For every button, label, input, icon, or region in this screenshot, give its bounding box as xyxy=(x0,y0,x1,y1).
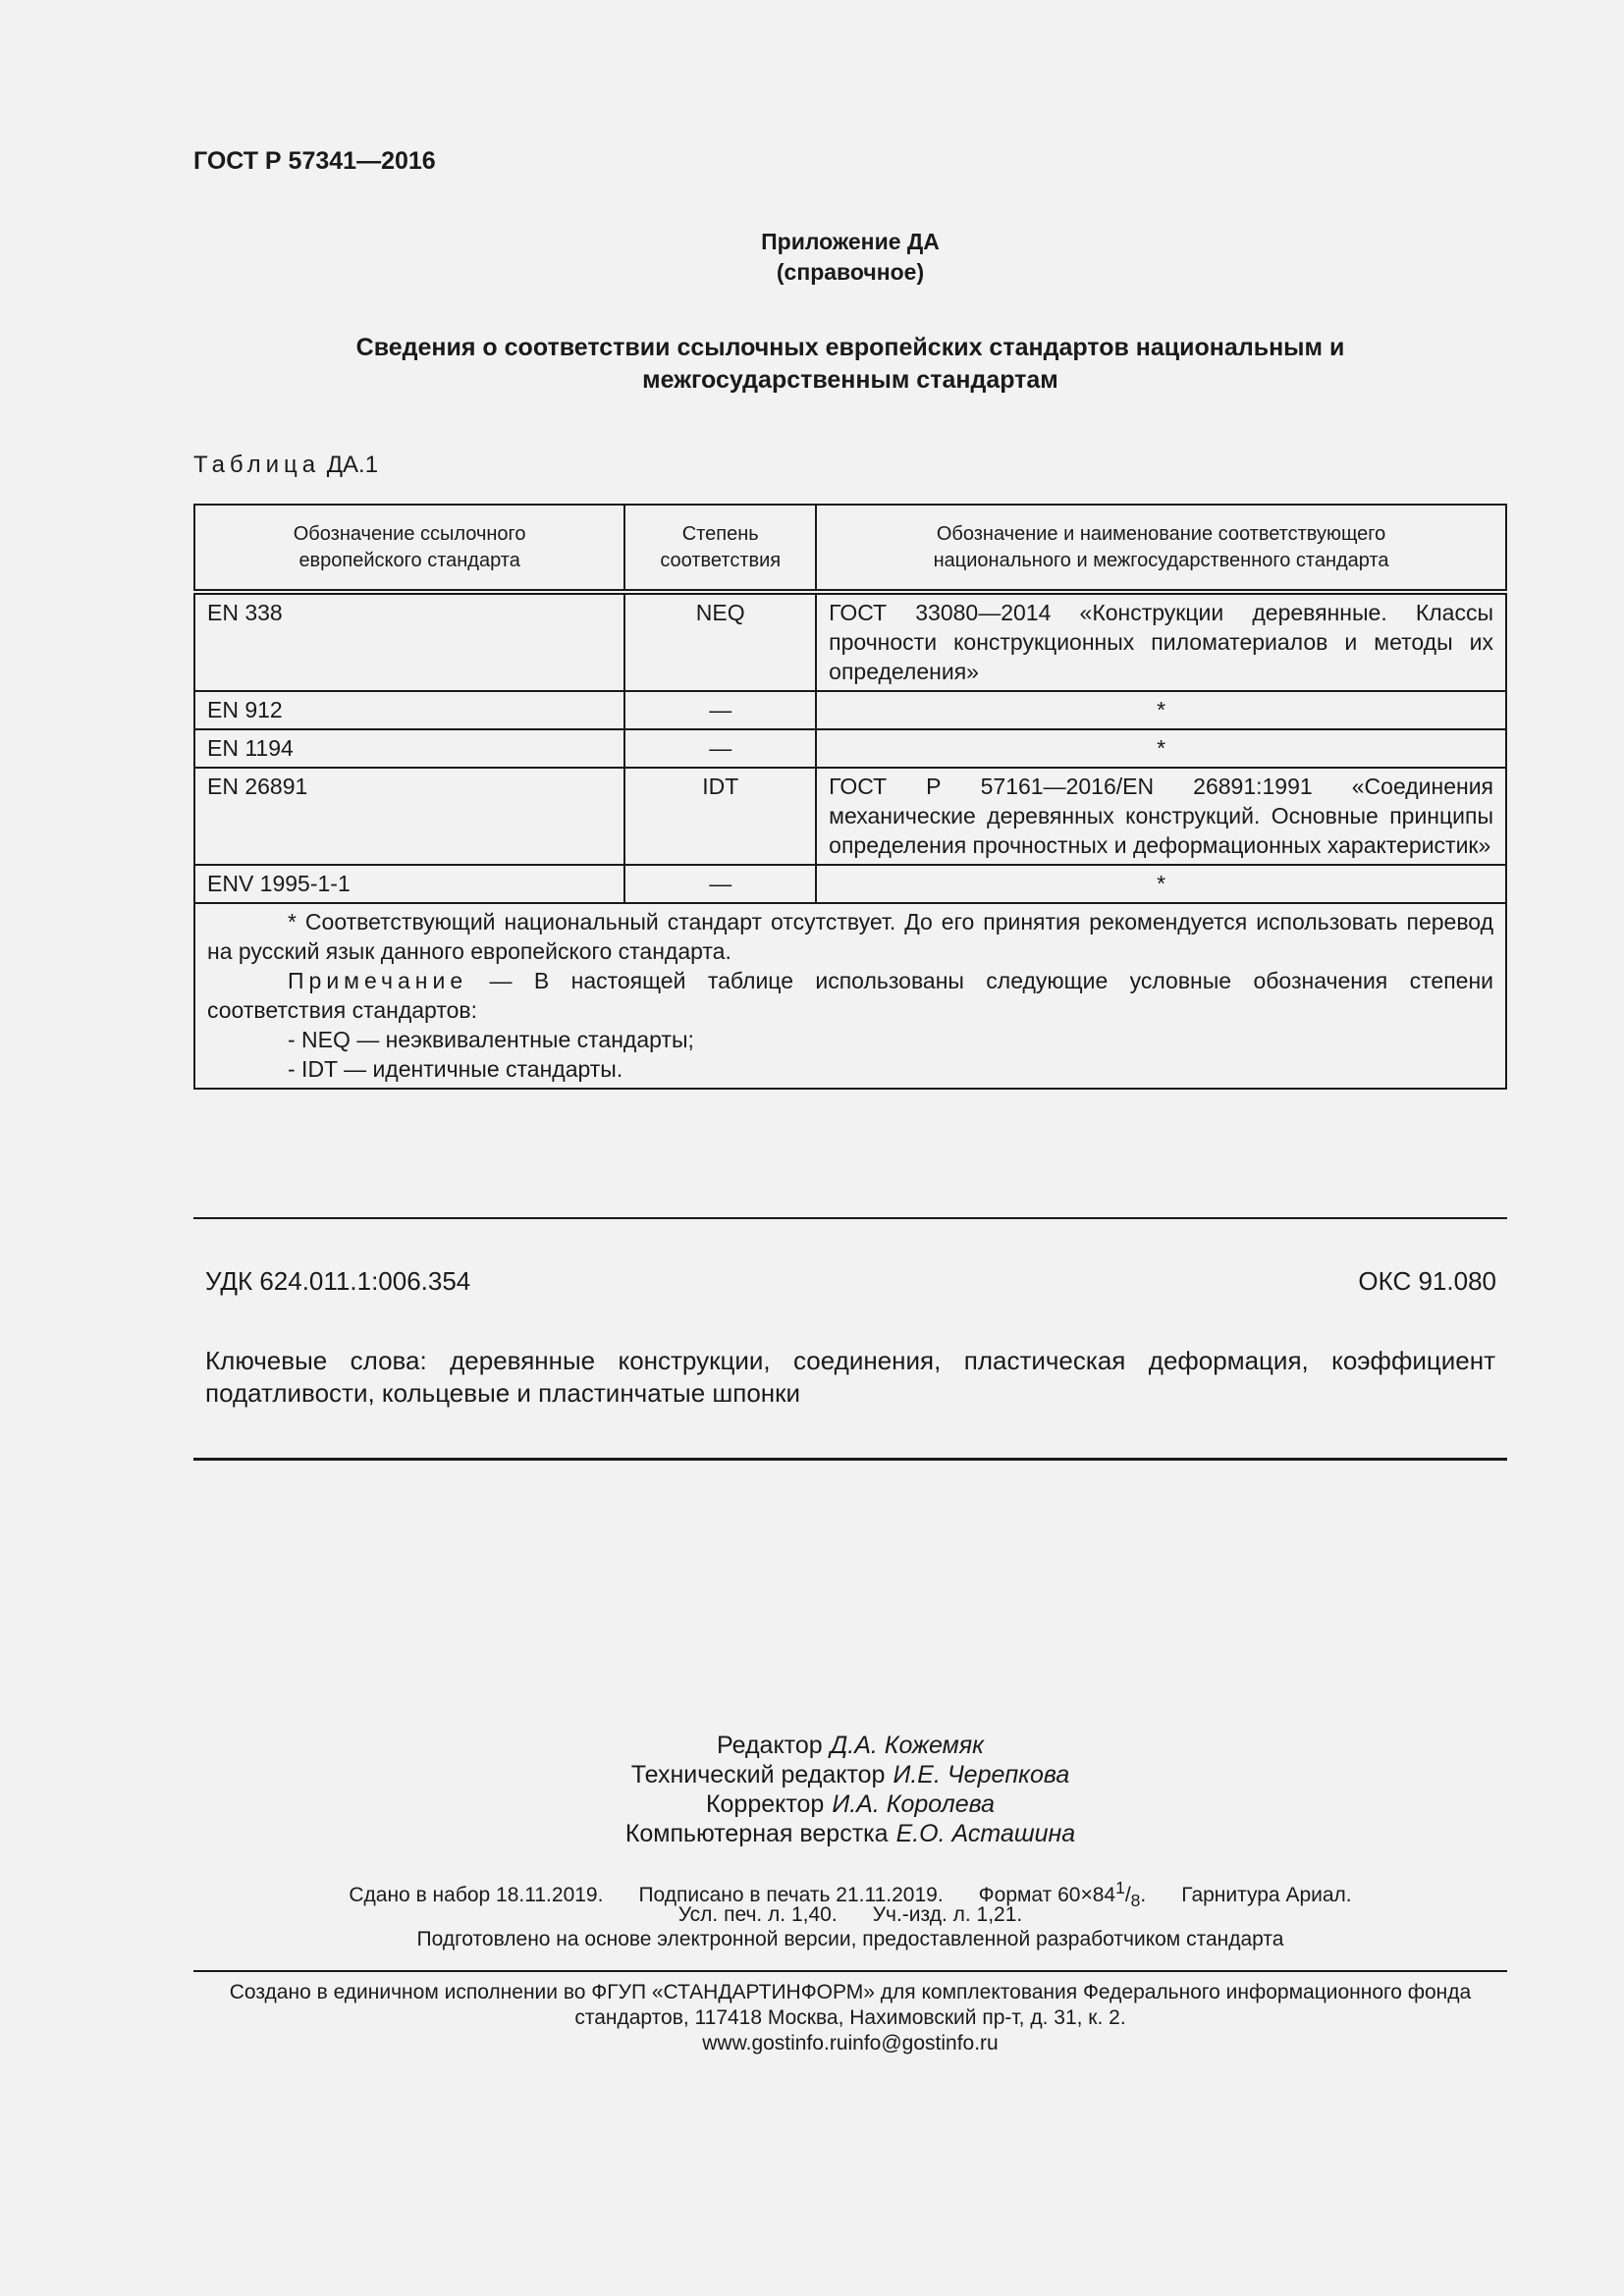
note-item-idt: - IDT — идентичные стандарты. xyxy=(288,1056,623,1082)
cell-national: * xyxy=(816,865,1506,903)
website-link[interactable]: www.gostinfo.ru xyxy=(702,2032,848,2055)
cell-ref: EN 26891 xyxy=(194,768,624,865)
divider-footer xyxy=(193,1970,1507,1972)
cell-degree: IDT xyxy=(624,768,816,865)
annex-kind: (справочное) xyxy=(776,259,925,285)
annex-heading-line1: Сведения о соответствии ссылочных европейских стандартов национальным и xyxy=(355,334,1345,361)
table-notes xyxy=(194,903,1506,1089)
table-row xyxy=(194,768,1506,865)
cell-national: * xyxy=(816,729,1506,768)
credit-editor: Редактор Д.А. Кожемяк xyxy=(717,1732,984,1759)
correspondence-table xyxy=(193,504,1507,1090)
signed-date: Подписано в печать 21.11.2019. xyxy=(638,1884,944,1906)
table-header-row xyxy=(194,505,1506,592)
oks-code: ОКС 91.080 xyxy=(1358,1266,1496,1296)
format: Формат $60\times 84^1/_8$. xyxy=(978,1878,1147,1911)
divider-bottom xyxy=(193,1458,1507,1461)
submitted-date: Сдано в набор 18.11.2019. xyxy=(349,1884,604,1906)
cell-ref: ENV 1995-1-1 xyxy=(194,865,624,903)
cell-ref: EN 1194 xyxy=(194,729,624,768)
cell-national: ГОСТ 33080—2014 «Конструкции деревянные. Классы прочности конструкционных пиломатериалов и методы их определения» xyxy=(816,592,1506,691)
annex-heading-line2: межгосударственным стандартам xyxy=(642,366,1058,394)
table-caption-word: Таблица xyxy=(193,452,321,478)
table-caption xyxy=(193,452,378,479)
header-ref-standard: Обозначение ссылочного европейского стандарта xyxy=(194,505,624,592)
note-item-neq: - NEQ — неэквивалентные стандарты; xyxy=(288,1027,694,1052)
annex-heading xyxy=(193,332,1507,397)
table-row xyxy=(194,592,1506,691)
publishing-prepared: Подготовлено на основе электронной версии, предоставленной разработчиком стандарта xyxy=(416,1928,1284,1950)
cell-ref: EN 338 xyxy=(194,592,624,691)
cell-national: * xyxy=(816,691,1506,729)
print-sheets: Усл. печ. л. 1,40. xyxy=(677,1903,838,1926)
document-code: ГОСТ Р 57341—2016 xyxy=(193,147,436,175)
keywords: Ключевые слова: деревянные конструкции, соединения, пластическая деформация, коэффициент податливости, кольцевые и пластинчатые шпонки xyxy=(205,1346,1495,1408)
table-footnote: * Соответствующий национальный стандарт отсутствует. До его принятия рекомендуется использовать перевод на русский язык данного европейского стандарта. xyxy=(207,909,1493,964)
cell-degree: — xyxy=(624,729,816,768)
table-row xyxy=(194,691,1506,729)
udc-code: УДК 624.011.1:006.354 xyxy=(205,1266,471,1296)
credit-proofreader: Корректор И.А. Королева xyxy=(705,1790,996,1818)
table-note xyxy=(207,966,1493,1025)
cell-degree: — xyxy=(624,865,816,903)
pub-sheets: Уч.-изд. л. 1,21. xyxy=(872,1903,1023,1926)
header-national-standard: Обозначение и наименование соответствующего национального и межгосударственного стандарта xyxy=(816,505,1506,592)
cell-degree: — xyxy=(624,691,816,729)
cell-national: ГОСТ Р 57161—2016/EN 26891:1991 «Соединения механические деревянных конструкций. Основные принципы определения прочностных и деформационных характеристик» xyxy=(816,768,1506,865)
table-row xyxy=(194,729,1506,768)
typeface: Гарнитура Ариал. xyxy=(1181,1884,1352,1906)
table-row xyxy=(194,865,1506,903)
divider-top xyxy=(193,1217,1507,1219)
email-link[interactable]: info@gostinfo.ru xyxy=(847,2032,999,2055)
note-text: — В настоящей таблице использованы следующие условные обозначения степени соответствия стандартов: xyxy=(207,968,1494,1023)
footer-line2: стандартов, 117418 Москва, Нахимовский пр-т, д. 31, к. 2. xyxy=(574,2006,1126,2029)
annex-title: Приложение ДА xyxy=(761,229,940,254)
publishing-line2 xyxy=(193,1902,1507,1928)
table-caption-number: ДА.1 xyxy=(326,452,379,478)
footer-line1: Создано в единичном исполнении во ФГУП «СТАНДАРТИНФОРМ» для комплектования Федерального информационного фонда xyxy=(229,1981,1472,2003)
cell-ref: EN 912 xyxy=(194,691,624,729)
footer-contacts xyxy=(193,2031,1507,2056)
credit-layout: Компьютерная верстка Е.О. Асташина xyxy=(624,1820,1076,1847)
credit-tech-editor: Технический редактор И.Е. Черепкова xyxy=(630,1761,1070,1789)
note-label: Примечание xyxy=(288,968,468,993)
header-degree: Степень соответствия xyxy=(624,505,816,592)
cell-degree: NEQ xyxy=(624,592,816,691)
table-note-row xyxy=(194,903,1506,1089)
